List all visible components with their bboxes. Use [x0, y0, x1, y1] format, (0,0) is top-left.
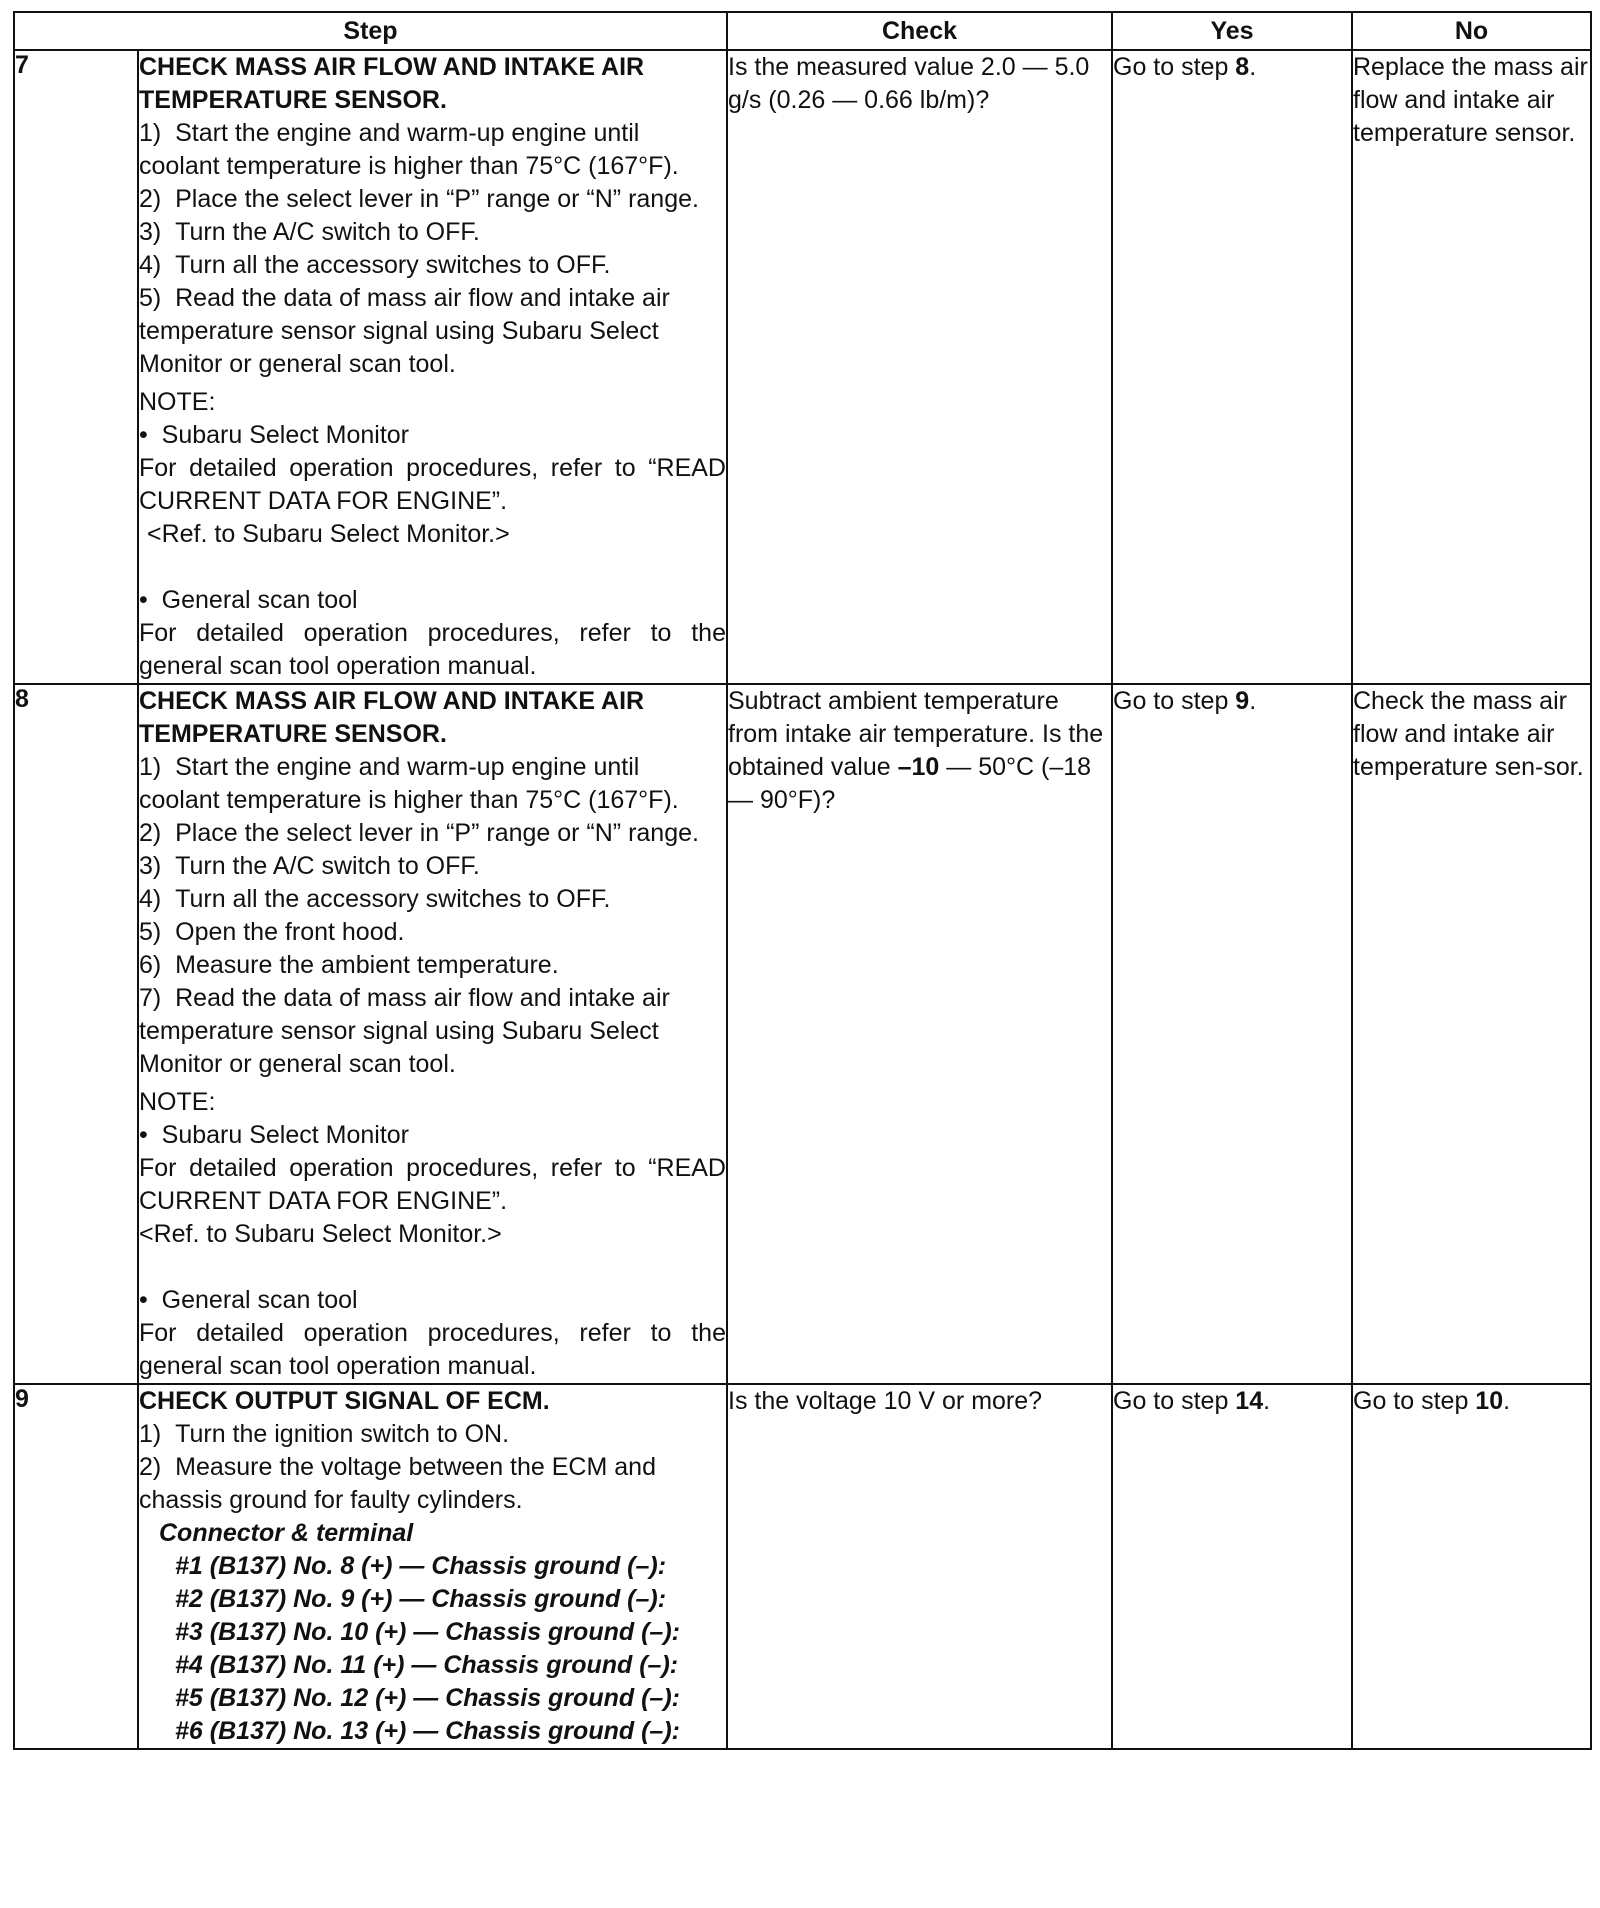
check-cell: [727, 684, 1112, 1384]
no-cell: Replace the mass air flow and intake air temperature sensor.: [1352, 50, 1591, 684]
step-description: [138, 1384, 727, 1749]
step-number: 8: [14, 684, 138, 1384]
yes-cell: Go to step 9.: [1112, 684, 1352, 1384]
step-instruction: 3) Turn the A/C switch to OFF.: [139, 218, 480, 246]
step-instruction: 2) Measure the voltage between the ECM and chassis ground for faulty cylinders.: [139, 1453, 656, 1514]
step-title: CHECK OUTPUT SIGNAL OF ECM.: [139, 1387, 550, 1415]
connector-terminal: #2 (B137) No. 9 (+) — Chassis ground (–):: [175, 1585, 667, 1613]
connector-terminal: #4 (B137) No. 11 (+) — Chassis ground (–):: [175, 1651, 679, 1679]
no-text: Go to step: [1353, 1387, 1476, 1415]
step-instruction: 4) Turn all the accessory switches to OFF.: [139, 885, 611, 913]
yes-step-link[interactable]: 9: [1235, 687, 1250, 715]
connector-terminal: #3 (B137) No. 10 (+) — Chassis ground (–):: [175, 1618, 680, 1646]
yes-step-link[interactable]: 8: [1235, 53, 1250, 81]
step-number: 7: [14, 50, 138, 684]
yes-text: Go to step: [1113, 687, 1236, 715]
yes-step-link[interactable]: 14: [1235, 1387, 1264, 1415]
yes-text: Go to step: [1113, 53, 1236, 81]
note-text: For detailed operation procedures, refer to the general scan tool operation manual.: [139, 619, 726, 680]
diagnostic-table: [13, 11, 1592, 1750]
step-instruction: 3) Turn the A/C switch to OFF.: [139, 852, 480, 880]
step-instruction: 7) Read the data of mass air flow and intake air temperature sensor signal using Subaru Select Monitor or general scan tool.: [139, 984, 670, 1078]
no-cell: Check the mass air flow and intake air temperature sen-sor.: [1352, 684, 1591, 1384]
note-bullet: • General scan tool: [139, 1284, 726, 1317]
step-title: CHECK MASS AIR FLOW AND INTAKE AIR TEMPERATURE SENSOR.: [139, 687, 645, 748]
table-row: [14, 50, 1591, 684]
yes-cell: Go to step 8.: [1112, 50, 1352, 684]
connector-terminal: #1 (B137) No. 8 (+) — Chassis ground (–):: [175, 1552, 667, 1580]
note-text: For detailed operation procedures, refer to “READ CURRENT DATA FOR ENGINE”.: [139, 1154, 726, 1215]
check-cell: Is the measured value 2.0 — 5.0 g/s (0.26 — 0.66 lb/m)?: [727, 50, 1112, 684]
step-number: 9: [14, 1384, 138, 1749]
step-instruction: 5) Read the data of mass air flow and intake air temperature sensor signal using Subaru Select Monitor or general scan tool.: [139, 284, 670, 378]
yes-cell: Go to step 14.: [1112, 1384, 1352, 1749]
step-instruction: 6) Measure the ambient temperature.: [139, 951, 559, 979]
check-text: — 50°C (–18 — 90°F)?: [728, 753, 1092, 814]
note-heading: NOTE:: [139, 388, 216, 416]
check-text: Subtract ambient temperature from intake air temperature. Is the obtained value: [728, 687, 1104, 781]
header-row: [14, 12, 1591, 50]
step-description: [138, 684, 727, 1384]
step-instruction: 4) Turn all the accessory switches to OFF.: [139, 251, 611, 279]
step-instruction: 1) Start the engine and warm-up engine until coolant temperature is higher than 75°C (167°F).: [139, 119, 679, 180]
reference-link[interactable]: <Ref. to Subaru Select Monitor.>: [139, 1220, 502, 1248]
check-cell: Is the voltage 10 V or more?: [727, 1384, 1112, 1749]
check-value: –10: [897, 753, 940, 781]
step-instruction: 5) Open the front hood.: [139, 918, 405, 946]
note-bullet: • Subaru Select Monitor: [139, 419, 726, 452]
table-row: [14, 684, 1591, 1384]
step-title: CHECK MASS AIR FLOW AND INTAKE AIR TEMPERATURE SENSOR.: [139, 53, 645, 114]
header-yes: Yes: [1112, 12, 1352, 50]
note-text: For detailed operation procedures, refer to the general scan tool operation manual.: [139, 1319, 726, 1380]
no-step-link[interactable]: 10: [1475, 1387, 1504, 1415]
note-bullet: • General scan tool: [139, 584, 726, 617]
step-instruction: 2) Place the select lever in “P” range or “N” range.: [139, 185, 699, 213]
note-bullet: • Subaru Select Monitor: [139, 1119, 726, 1152]
connector-terminal: #6 (B137) No. 13 (+) — Chassis ground (–):: [175, 1717, 680, 1745]
header-no: No: [1352, 12, 1591, 50]
yes-text: Go to step: [1113, 1387, 1236, 1415]
connector-label: Connector & terminal: [159, 1519, 414, 1547]
note-text: For detailed operation procedures, refer to “READ CURRENT DATA FOR ENGINE”.: [139, 454, 726, 515]
step-instruction: 1) Start the engine and warm-up engine until coolant temperature is higher than 75°C (167°F).: [139, 753, 679, 814]
step-instruction: 1) Turn the ignition switch to ON.: [139, 1420, 510, 1448]
reference-link[interactable]: <Ref. to Subaru Select Monitor.>: [147, 520, 510, 548]
no-cell: Go to step 10.: [1352, 1384, 1591, 1749]
table-row: [14, 1384, 1591, 1749]
step-description: [138, 50, 727, 684]
connector-terminal: #5 (B137) No. 12 (+) — Chassis ground (–):: [175, 1684, 680, 1712]
header-step: Step: [14, 12, 727, 50]
step-instruction: 2) Place the select lever in “P” range or “N” range.: [139, 819, 699, 847]
note-heading: NOTE:: [139, 1088, 216, 1116]
header-check: Check: [727, 12, 1112, 50]
